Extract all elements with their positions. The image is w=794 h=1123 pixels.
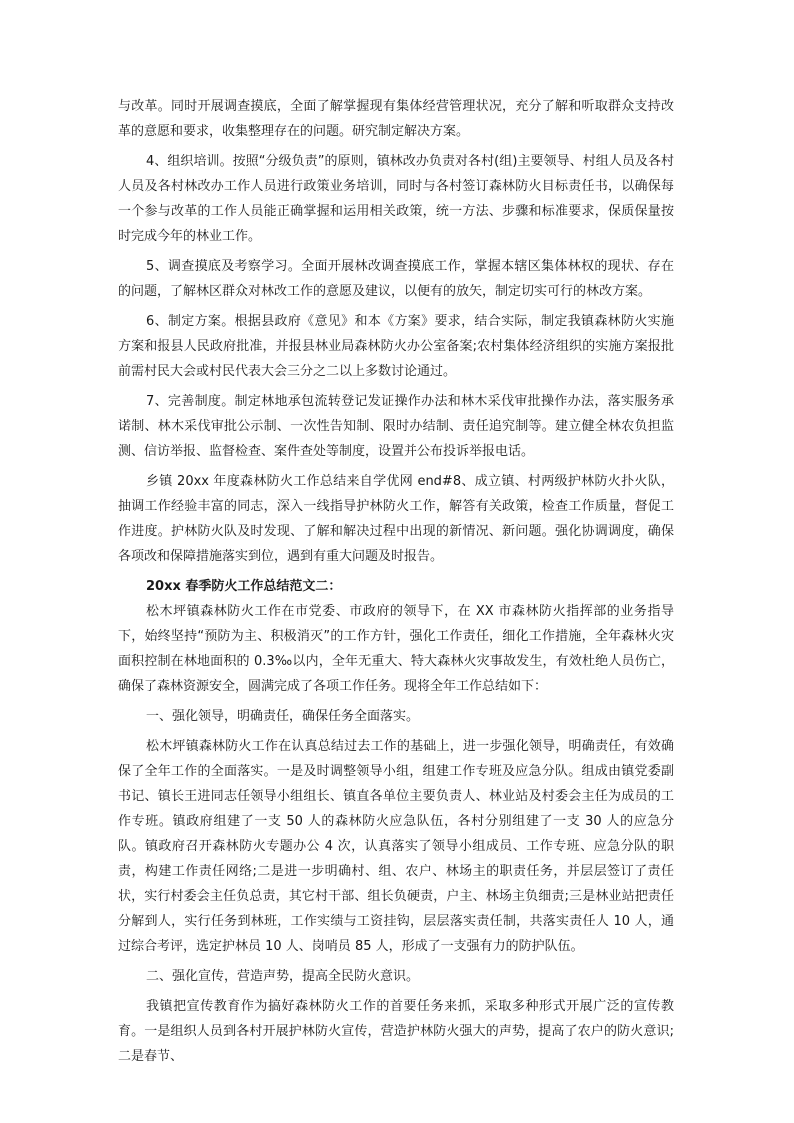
paragraph: 5、调查摸底及考察学习。全面开展林改调查摸底工作，掌握本辖区集体林权的现状、存在的问题，了解林区群众对林改工作的意愿及建议，以便有的放矢，制定切实可行的林改方案。 — [118, 259, 674, 299]
paragraph: 4、组织培训。按照“分级负责”的原则，镇林改办负责对各村(组)主要领导、村组人员及各村人员及各村林改办工作人员进行政策业务培训，同时与各村签订森林防火目标责任书，以确保每一个参与改革的工作人员能正确掌握和运用相关政策，统一方法、步骤和标准要求，保质保量按时完成今年的林业工作。 — [118, 154, 674, 244]
document-body — [118, 94, 674, 1069]
section-heading: 20xx 春季防火工作总结范文二： — [146, 579, 342, 594]
paragraph: 与改革。同时开展调查摸底，全面了解掌握现有集体经营管理状况，充分了解和听取群众支持改革的意愿和要求，收集整理存在的问题。研究制定解决方案。 — [118, 99, 674, 139]
paragraph: 松木坪镇森林防火工作在市党委、市政府的领导下，在 XX 市森林防火指挥部的业务指导下，始终坚持“预防为主、积极消灭”的工作方针，强化工作责任，细化工作措施，全年森林火灾面积控制在林地面积的 0.3‰以内，全年无重大、特大森林火灾事故发生，有效杜绝人员伤亡，确保了森林资源安全，圆满完成了各项工作任务。现将全年工作总结如下： — [118, 604, 674, 694]
subheading: 二、强化宣传，营造声势，提高全民防火意识。 — [146, 969, 420, 984]
paragraph: 7、完善制度。制定林地承包流转登记发证操作办法和林木采伐审批操作办法，落实服务承诺制、林木采伐审批公示制、一次性告知制、限时办结制、责任追究制等。建立健全林农负担监测、信访举报、监督检查、案件查处等制度，设置并公布投诉举报电话。 — [118, 394, 674, 459]
subheading: 一、强化领导，明确责任，确保任务全面落实。 — [146, 709, 420, 724]
paragraph: 我镇把宣传教育作为搞好森林防火工作的首要任务来抓，采取多种形式开展广泛的宣传教育。一是组织人员到各村开展护林防火宣传，营造护林防火强大的声势，提高了农户的防火意识;二是春节、 — [118, 999, 674, 1064]
paragraph: 松木坪镇森林防火工作在认真总结过去工作的基础上，进一步强化领导，明确责任，有效确保了全年工作的全面落实。一是及时调整领导小组，组建工作专班及应急分队。组成由镇党委副书记、镇长王进同志任领导小组组长、镇直各单位主要负责人、林业站及村委会主任为成员的工作专班。镇政府组建了一支 50 人的森林防火应急队伍，各村分别组建了一支 30 人的应急分队。镇政府召开森林防火专题办公 4 次，认真落实了领导小组成员、工作专班、应急分队的职责，构建工作责任网络;二是进一步明确村、组、农户、林场主的职责任务，并层层签订了责任状，实行村委会主任负总责，其它村干部、组长负硬责，户主、林场主负细责;三是林业站把责任分解到人，实行任务到林班，工作实绩与工资挂钩，层层落实责任制，共落实责任人 10 人，通过综合考评，选定护林员 10 人、岗哨员 85 人，形成了一支强有力的防护队伍。 — [118, 739, 674, 954]
paragraph: 6、制定方案。根据县政府《意见》和本《方案》要求，结合实际，制定我镇森林防火实施方案和报县人民政府批准，并报县林业局森林防火办公室备案;农村集体经济组织的实施方案报批前需村民大会或村民代表大会三分之二以上多数讨论通过。 — [118, 314, 674, 379]
paragraph: 乡镇 20xx 年度森林防火工作总结来自学优网 end#8、成立镇、村两级护林防火扑火队，抽调工作经验丰富的同志，深入一线指导护林防火工作，解答有关政策，检查工作质量，督促工作进度。护林防火队及时发现、了解和解决过程中出现的新情况、新问题。强化协调调度，确保各项改和保障措施落实到位，遇到有重大问题及时报告。 — [118, 474, 674, 564]
